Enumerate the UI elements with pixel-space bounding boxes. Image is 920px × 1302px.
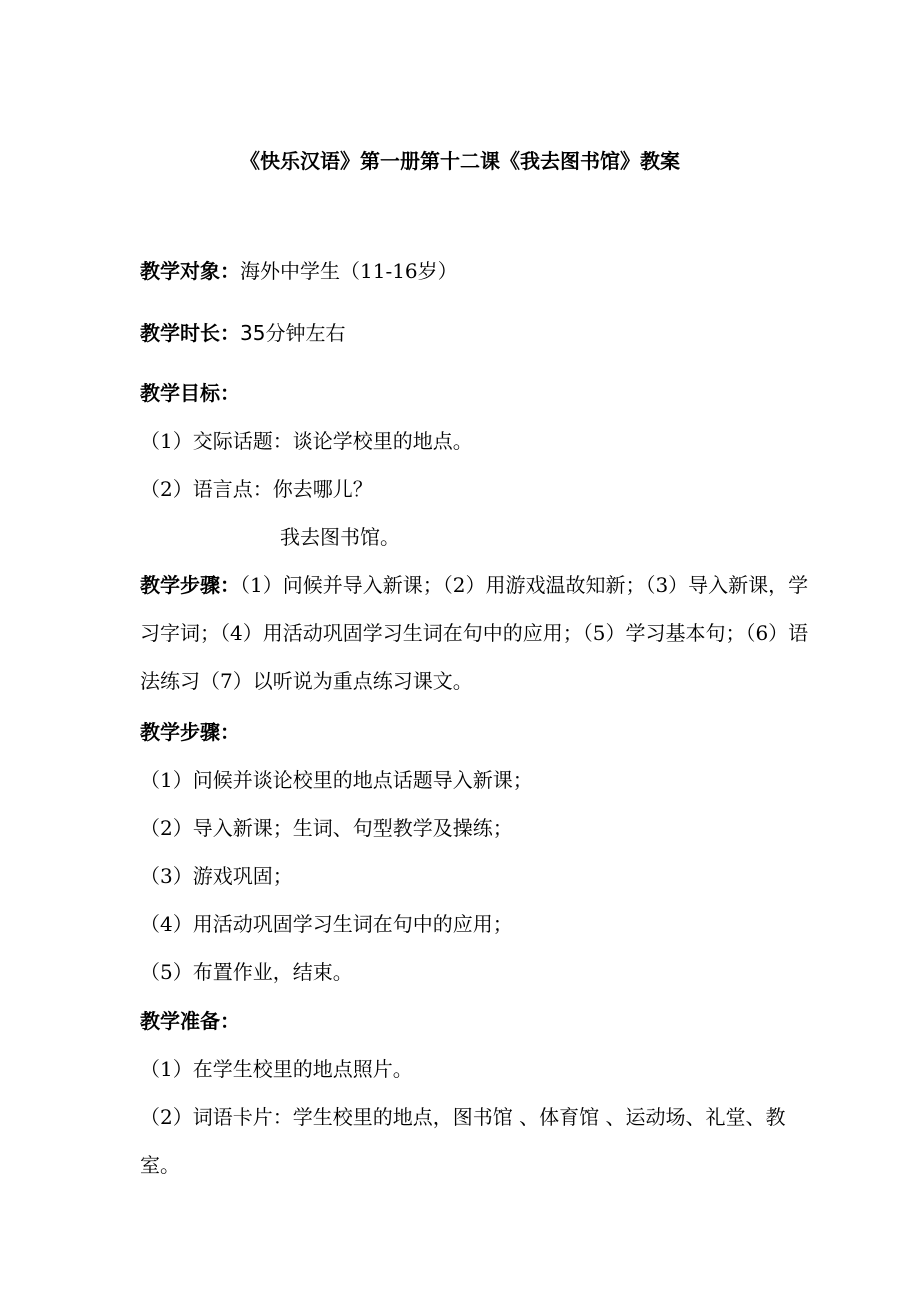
document-title: 《快乐汉语》第一册第十二课《我去图书馆》教案 bbox=[240, 149, 680, 173]
goal-item-2-continuation: 我去图书馆。 bbox=[280, 525, 400, 549]
steps-heading: 教学步骤： bbox=[140, 720, 240, 744]
goal-item-1: （1）交际话题：谈论学校里的地点。 bbox=[140, 429, 473, 453]
preparation-heading: 教学准备： bbox=[140, 1009, 240, 1033]
target-value: 海外中学生（11-16岁） bbox=[240, 259, 458, 283]
steps-summary-text: （1）问候并导入新课；（2）用游戏温故知新；（3）导入新课，学习字词；（4）用活动巩固学习生词在句中的应用；（5）学习基本句；（6）语法练习（7）以听说为重点练习课文。 bbox=[140, 573, 809, 693]
steps-summary-paragraph bbox=[140, 561, 820, 705]
step-item-2: （2）导入新课；生词、句型教学及操练； bbox=[140, 816, 513, 840]
steps-summary-label: 教学步骤： bbox=[140, 573, 240, 597]
target-label: 教学对象： bbox=[140, 259, 240, 283]
preparation-item-2: （2）词语卡片：学生校里的地点，图书馆 、体育馆 、运动场、礼堂、教室。 bbox=[140, 1105, 786, 1177]
goal-item-2: （2）语言点：你去哪儿？ bbox=[140, 477, 373, 501]
duration-value: 35分钟左右 bbox=[240, 321, 346, 345]
preparation-item-1: （1）在学生校里的地点照片。 bbox=[140, 1057, 413, 1081]
step-item-3: （3）游戏巩固； bbox=[140, 864, 293, 888]
target-row bbox=[140, 256, 820, 286]
step-item-4: （4）用活动巩固学习生词在句中的应用； bbox=[140, 912, 513, 936]
duration-row bbox=[140, 318, 820, 348]
step-item-5: （5）布置作业，结束。 bbox=[140, 960, 353, 984]
duration-label: 教学时长： bbox=[140, 321, 240, 345]
goals-heading: 教学目标： bbox=[140, 381, 240, 405]
step-item-1: （1）问候并谈论校里的地点话题导入新课； bbox=[140, 768, 533, 792]
